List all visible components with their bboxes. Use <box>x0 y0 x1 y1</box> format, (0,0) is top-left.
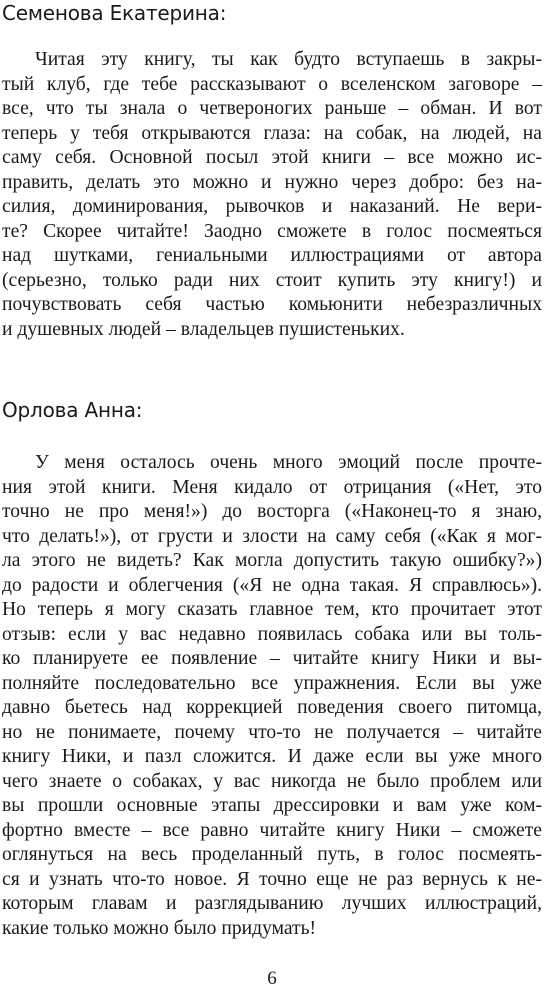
text-line: точно не про меня!») до восторга («Наконец-то я знаю, <box>2 501 542 522</box>
text-line: ся и узнать что-то новое. Я точно еще не раз вернусь к не- <box>2 868 542 890</box>
text-line: ко планируете ее появление – читайте книгу Ники и вы- <box>2 648 542 669</box>
text-line: силия, доминирования, рывочков и наказаний. Не вери- <box>2 196 542 217</box>
text-line: чего знаете о собаках, у вас никогда не было проблем или <box>2 770 542 792</box>
text-line: какие только можно было придумать! <box>2 917 317 939</box>
text-line: но не понимаете, почему что-то не получается – читайте <box>2 721 542 743</box>
text-line: Читая эту книгу, ты как будто вступаешь в закры- <box>35 49 542 70</box>
text-line: вы прошли основные этапы дрессировки и вам уже ком- <box>2 795 542 816</box>
text-line: править, делать это можно и нужно через добро: без на- <box>2 171 542 193</box>
text-line: тый клуб, где тебе рассказывают о вселенском заговоре – <box>2 73 542 95</box>
text-line: оглянуться на весь проделанный путь, в голос посмеять- <box>2 844 542 865</box>
text-line: ла этого не видеть? Как могла допустить такую ошибку?») <box>2 550 542 571</box>
text-line: над шутками, гениальными иллюстрациями от автора <box>2 245 542 266</box>
text-line: ния этой книги. Меня кидало от отрицания («Нет, это <box>2 476 542 498</box>
text-line: которым главам и разглядыванию лучших иллюстраций, <box>2 893 542 914</box>
text-line: (серьезно, только ради них стоит купить эту книгу!) и <box>2 269 542 291</box>
text-line: что делать!»), от грусти и злости на саму себя («Как я мог- <box>2 525 542 547</box>
review-author-semenova: Семенова Екатерина: <box>2 1 227 25</box>
text-line: саму себя. Основной посыл этой книги – все можно ис- <box>2 147 542 168</box>
text-line: до радости и облегчения («Я не одна такая. Я справлюсь»). <box>2 574 542 596</box>
text-line: все, что ты знала о четвероногих раньше – обман. И вот <box>2 98 542 119</box>
page-number: 6 <box>267 968 277 989</box>
text-line: Но теперь я могу сказать главное тем, кто прочитает этот <box>2 599 542 620</box>
text-line: отзыв: если у вас недавно появилась собака или вы толь- <box>2 623 542 645</box>
text-line: теперь у тебя открываются глаза: на собак, на людей, на <box>2 122 542 144</box>
text-line: фортно вместе – все равно читайте книгу Ники – сможете <box>2 819 542 841</box>
text-line: давно бьетесь над коррекцией поведения своего питомца, <box>2 697 542 718</box>
text-line: полняйте последовательно все упражнения. Если вы уже <box>2 672 542 694</box>
review-text-semenova <box>2 48 542 342</box>
text-line: книгу Ники, и пазл сложится. И даже если вы уже много <box>2 746 542 767</box>
text-line: почувствовать себя частью комьюнити небезразличных <box>2 294 542 315</box>
text-line: У меня осталось очень много эмоций после прочте- <box>35 452 542 473</box>
review-author-orlova: Орлова Анна: <box>2 398 143 422</box>
text-line: те? Скорее читайте! Заодно сможете в голос посмеяться <box>2 220 542 242</box>
text-line: и душевных людей – владельцев пушистеньких. <box>2 318 405 340</box>
review-text-orlova <box>2 451 542 941</box>
